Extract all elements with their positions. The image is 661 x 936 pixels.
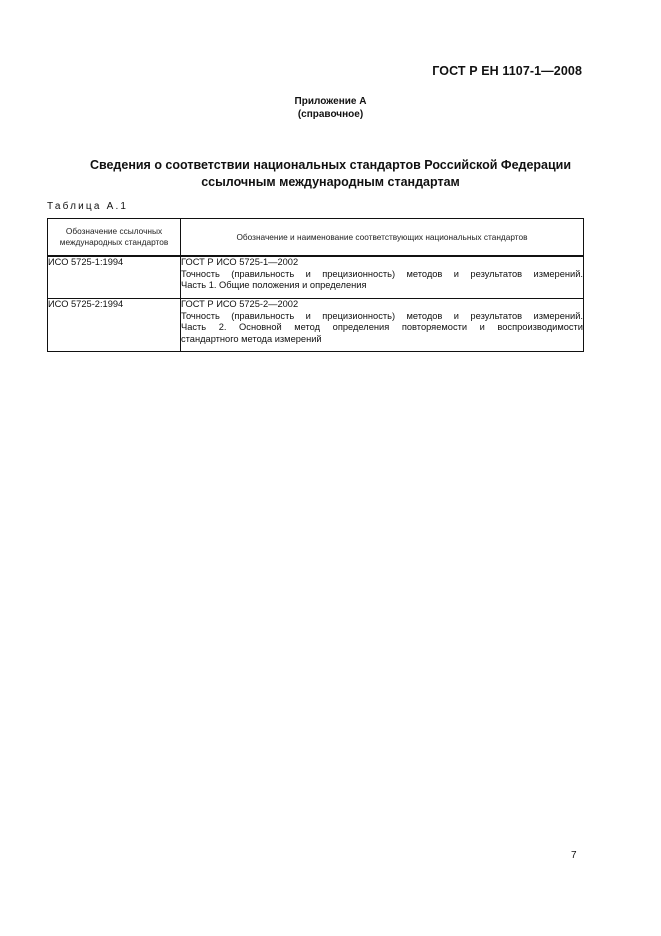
document-code: ГОСТ Р ЕН 1107-1—2008	[432, 64, 582, 78]
table-row	[48, 256, 584, 299]
appendix-title: Приложение А	[294, 96, 367, 107]
column-header-national: Обозначение и наименование соответствующих национальных стандартов	[181, 219, 584, 257]
table-row	[48, 299, 584, 352]
correspondence-table	[47, 218, 584, 352]
international-standard-cell: ИСО 5725-1:1994	[48, 256, 181, 299]
international-standard-cell: ИСО 5725-2:1994	[48, 299, 181, 352]
national-standard-name-line: Точность (правильность и прецизионность) методов и результатов измерений.	[181, 268, 583, 279]
national-standard-cell	[181, 256, 584, 299]
appendix-heading	[0, 95, 661, 121]
national-standard-code: ГОСТ Р ИСО 5725-1—2002	[181, 257, 299, 267]
national-standard-name-line: Часть 1. Общие положения и определения	[181, 280, 367, 290]
appendix-type: (справочное)	[297, 109, 364, 120]
national-standard-cell	[181, 299, 584, 352]
national-standard-name-line: Часть 2. Основной метод определения повторяемости и воспроизводимости	[181, 322, 583, 332]
page-title	[0, 157, 661, 191]
national-standard-code: ГОСТ Р ИСО 5725-2—2002	[181, 299, 299, 309]
page-number: 7	[571, 850, 577, 861]
page-title-line-2: ссылочным международным стандартам	[201, 175, 460, 189]
table-label: Таблица А.1	[47, 201, 129, 212]
column-header-international: Обозначение ссылочных международных стандартов	[48, 219, 181, 257]
table-header-row	[48, 219, 584, 257]
page-title-line-1: Сведения о соответствии национальных стандартов Российской Федерации	[89, 158, 572, 172]
national-standard-name-line: Точность (правильность и прецизионность) методов и результатов измерений.	[181, 310, 583, 321]
national-standard-name-line: стандартного метода измерений	[181, 333, 322, 344]
